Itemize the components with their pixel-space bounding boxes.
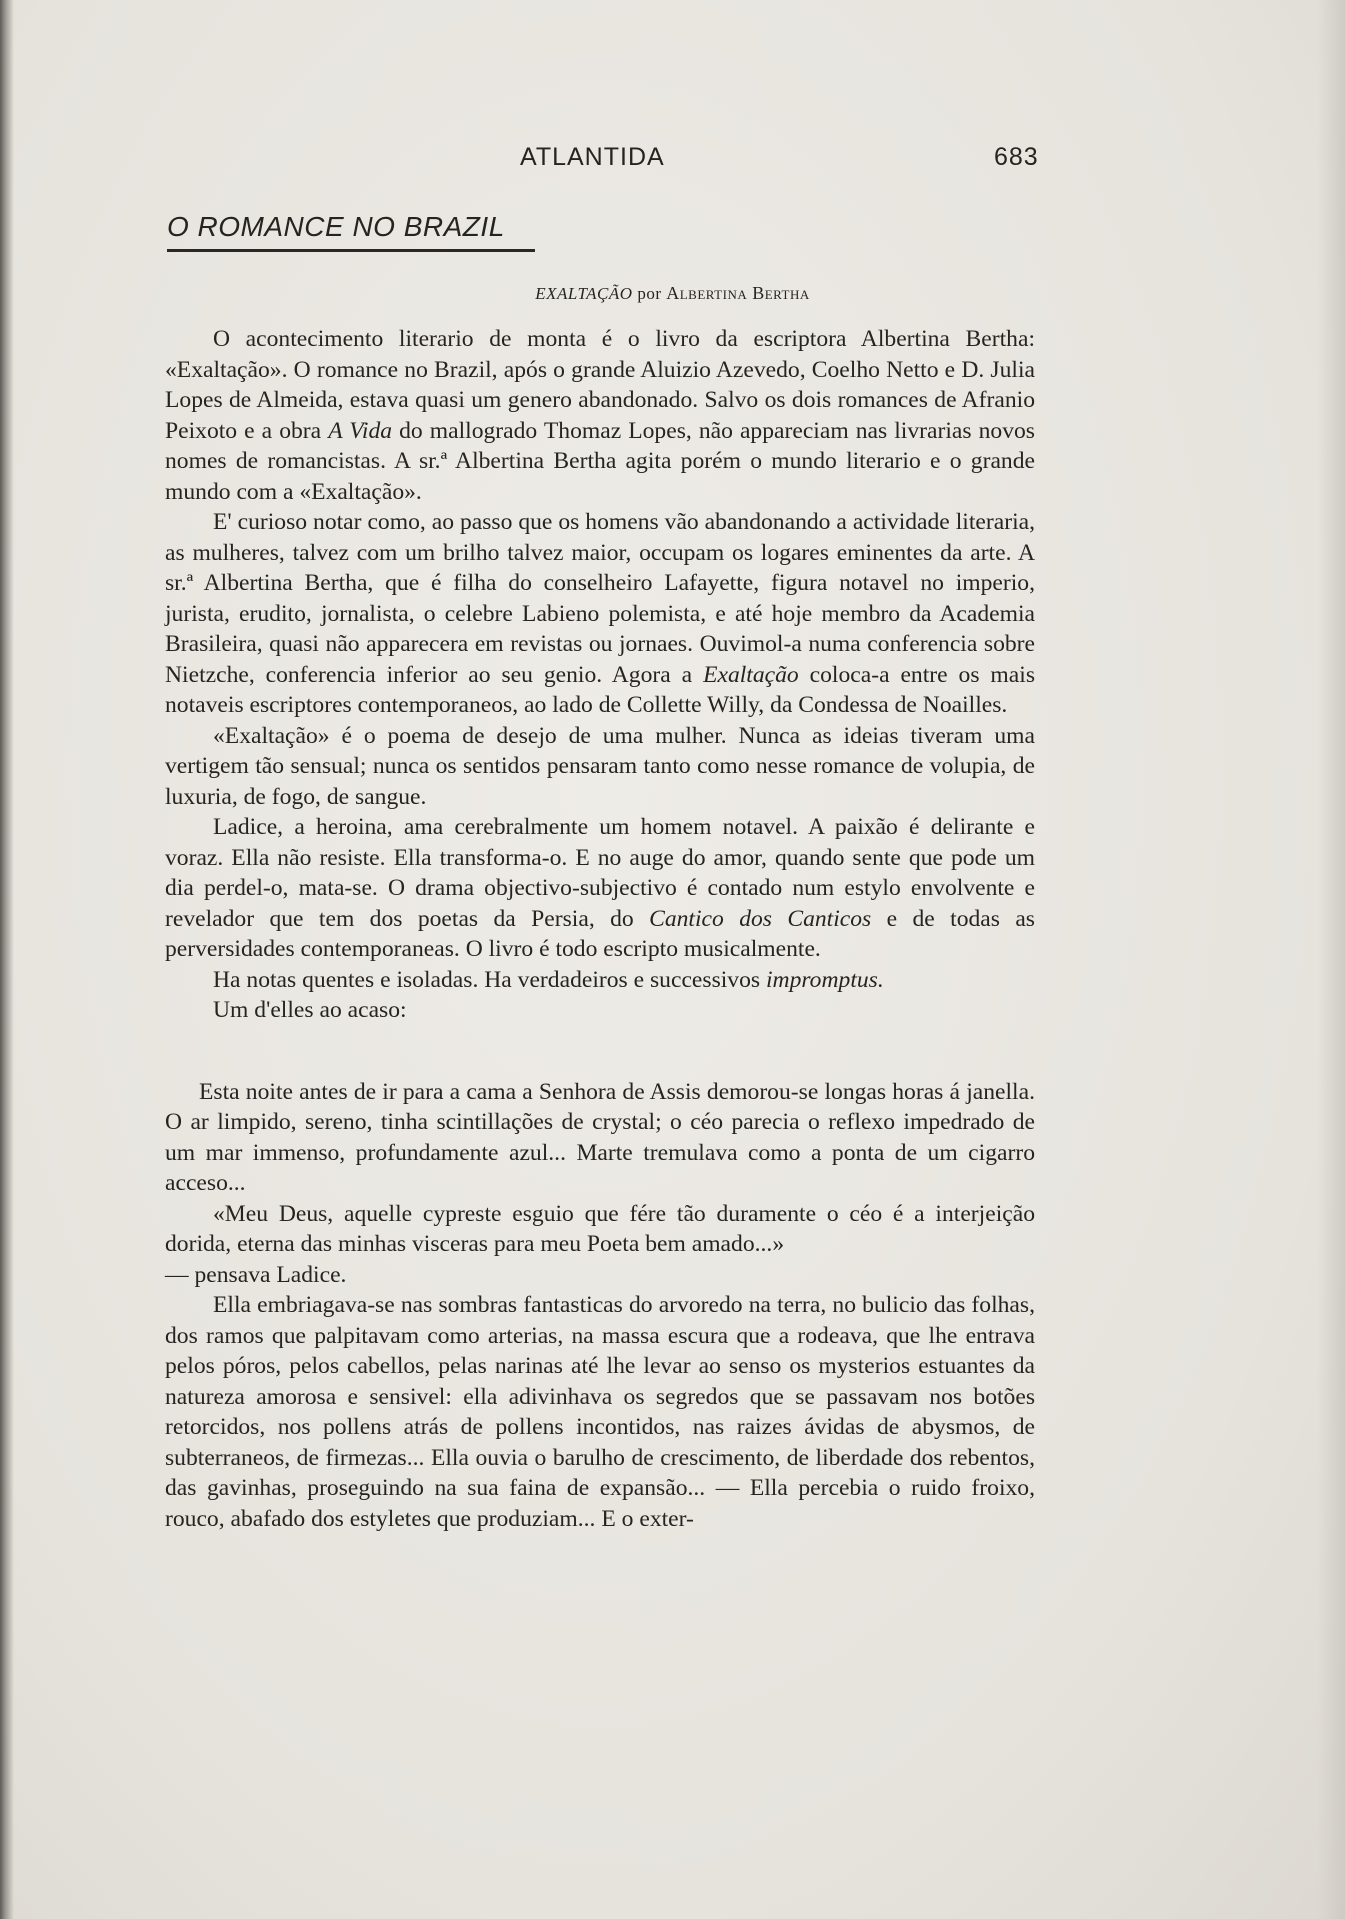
paragraph-3: «Exaltação» é o poema de desejo de uma mulher. Nunca as ideias tiveram uma vertigem tão sensual; nunca os sentidos pensaram tanto como nesse romance de volupia, de luxuria, de fogo, de sangue. [165,722,1035,810]
title-underline [167,249,535,252]
paragraph-1-italic: A Vida [328,417,393,444]
byline-por: por [632,284,667,303]
paragraph-5-text-a: Ha notas quentes e isoladas. Ha verdadeiros e successivos [213,966,766,993]
paragraph-4-text-c: e de todas as perversidades contemporaneas. O livro é todo escripto musicalmente. [165,905,1035,962]
paragraph-4-italic: Cantico dos Canticos [649,905,872,932]
paragraph-1-text-a: O acontecimento literario de monta é o livro da escriptora Albertina Bertha: «Exaltação». O romance no Brazil, após o grande Aluizio Azevedo, Coelho Netto e D. Julia Lopes de Almeida, estava quasi um genero abandonado. Salvo os dois romances de Afranio Peixoto e a obra [165,326,1035,444]
quote-paragraph-2: «Meu Deus, aquelle cypreste esguio que fére tão duramente o céo é a interjeição dorida, eterna das minhas visceras para meu Poeta bem amado...» [165,1200,1035,1257]
running-header [0,143,1345,177]
byline-author: Albertina Bertha [666,283,810,303]
quote-paragraph-4: Ella embriagava-se nas sombras fantasticas do arvoredo na terra, no bulicio das folhas, dos ramos que palpitavam como arterias, na massa escura que a rodeava, que lhe entrava pelos póros, pelos cabellos, pelas narinas até lhe levar ao senso os mysterios estuantes da natureza amorosa e sensivel: ella adivinhava os segredos que se passavam nos botões retorcidos, nos pollens atrás de pollens incontidos, nas raizes ávidas de abysmos, de subterraneos, de firmezas... Ella ouvia o barulho de crescimento, de liberdade dos rebentos, das gavinhas, proseguindo na sua faina de expansão... — Ella percebia o ruido froixo, rouco, abafado dos estyletes que produziam... E o exter- [165,1292,1035,1532]
paragraph-4 [165,812,1035,965]
paragraph-2 [165,507,1035,721]
quote-spacer [165,1026,1035,1077]
paragraph-5 [165,965,1035,996]
page-number: 683 [994,143,1039,171]
paragraph-1 [165,324,1035,507]
paragraph-4-text-a: Ladice, a heroina, ama cerebralmente um homem notavel. A paixão é delirante e voraz. Ella não resiste. Ella transforma-o. E no auge do amor, quando sente que pode um dia perdel-o, mata-se. O drama objectivo-subjectivo é contado num estylo envolvente e revelador que tem dos poetas da Persia, do [165,814,1035,932]
paragraph-1-text-c: do mallogrado Thomaz Lopes, não appareciam nas livrarias novos nomes de romancistas. A sr.ª Albertina Bertha agita porém o mundo literario e o grande mundo com a «Exaltação». [165,417,1035,505]
byline-work: EXALTAÇÃO [535,284,633,303]
article-body [165,324,1035,1534]
paragraph-2-italic: Exaltação [703,661,799,688]
paragraph-5-italic: impromptus. [765,966,884,993]
quote-paragraph-3: — pensava Ladice. [165,1261,347,1288]
journal-title: ATLANTIDA [520,143,665,171]
paragraph-2-text-a: E' curioso notar como, ao passo que os homens vão abandonando a actividade literaria, as mulheres, talvez com um brilho talvez maior, occupam os logares eminentes da arte. A sr.ª Albertina Bertha, que é filha do conselheiro Lafayette, figura notavel no imperio, jurista, erudito, jornalista, o celebre Labieno polemista, e até hoje membro da Academia Brasileira, quasi não apparecera em revistas ou jornaes. Ouvimol-a numa conferencia sobre Nietzche, conferencia inferior ao seu genio. Agora a [165,509,1035,688]
paragraph-6: Um d'elles ao acaso: [213,997,407,1023]
byline [0,283,1345,304]
paragraph-2-text-c: coloca-a entre os mais notaveis escriptores contemporaneos, ao lado de Collette Willy, da Condessa de Noailles. [165,661,1035,718]
quote-paragraph-1: Esta noite antes de ir para a cama a Senhora de Assis demorou-se longas horas á janella. O ar limpido, sereno, tinha scintillações de crystal; o céo parecia o reflexo impedrado de um mar immenso, profundamente azul... Marte tremulava como a ponta de um cigarro acceso... [165,1078,1035,1196]
article-title: O ROMANCE NO BRAZIL [167,211,505,242]
